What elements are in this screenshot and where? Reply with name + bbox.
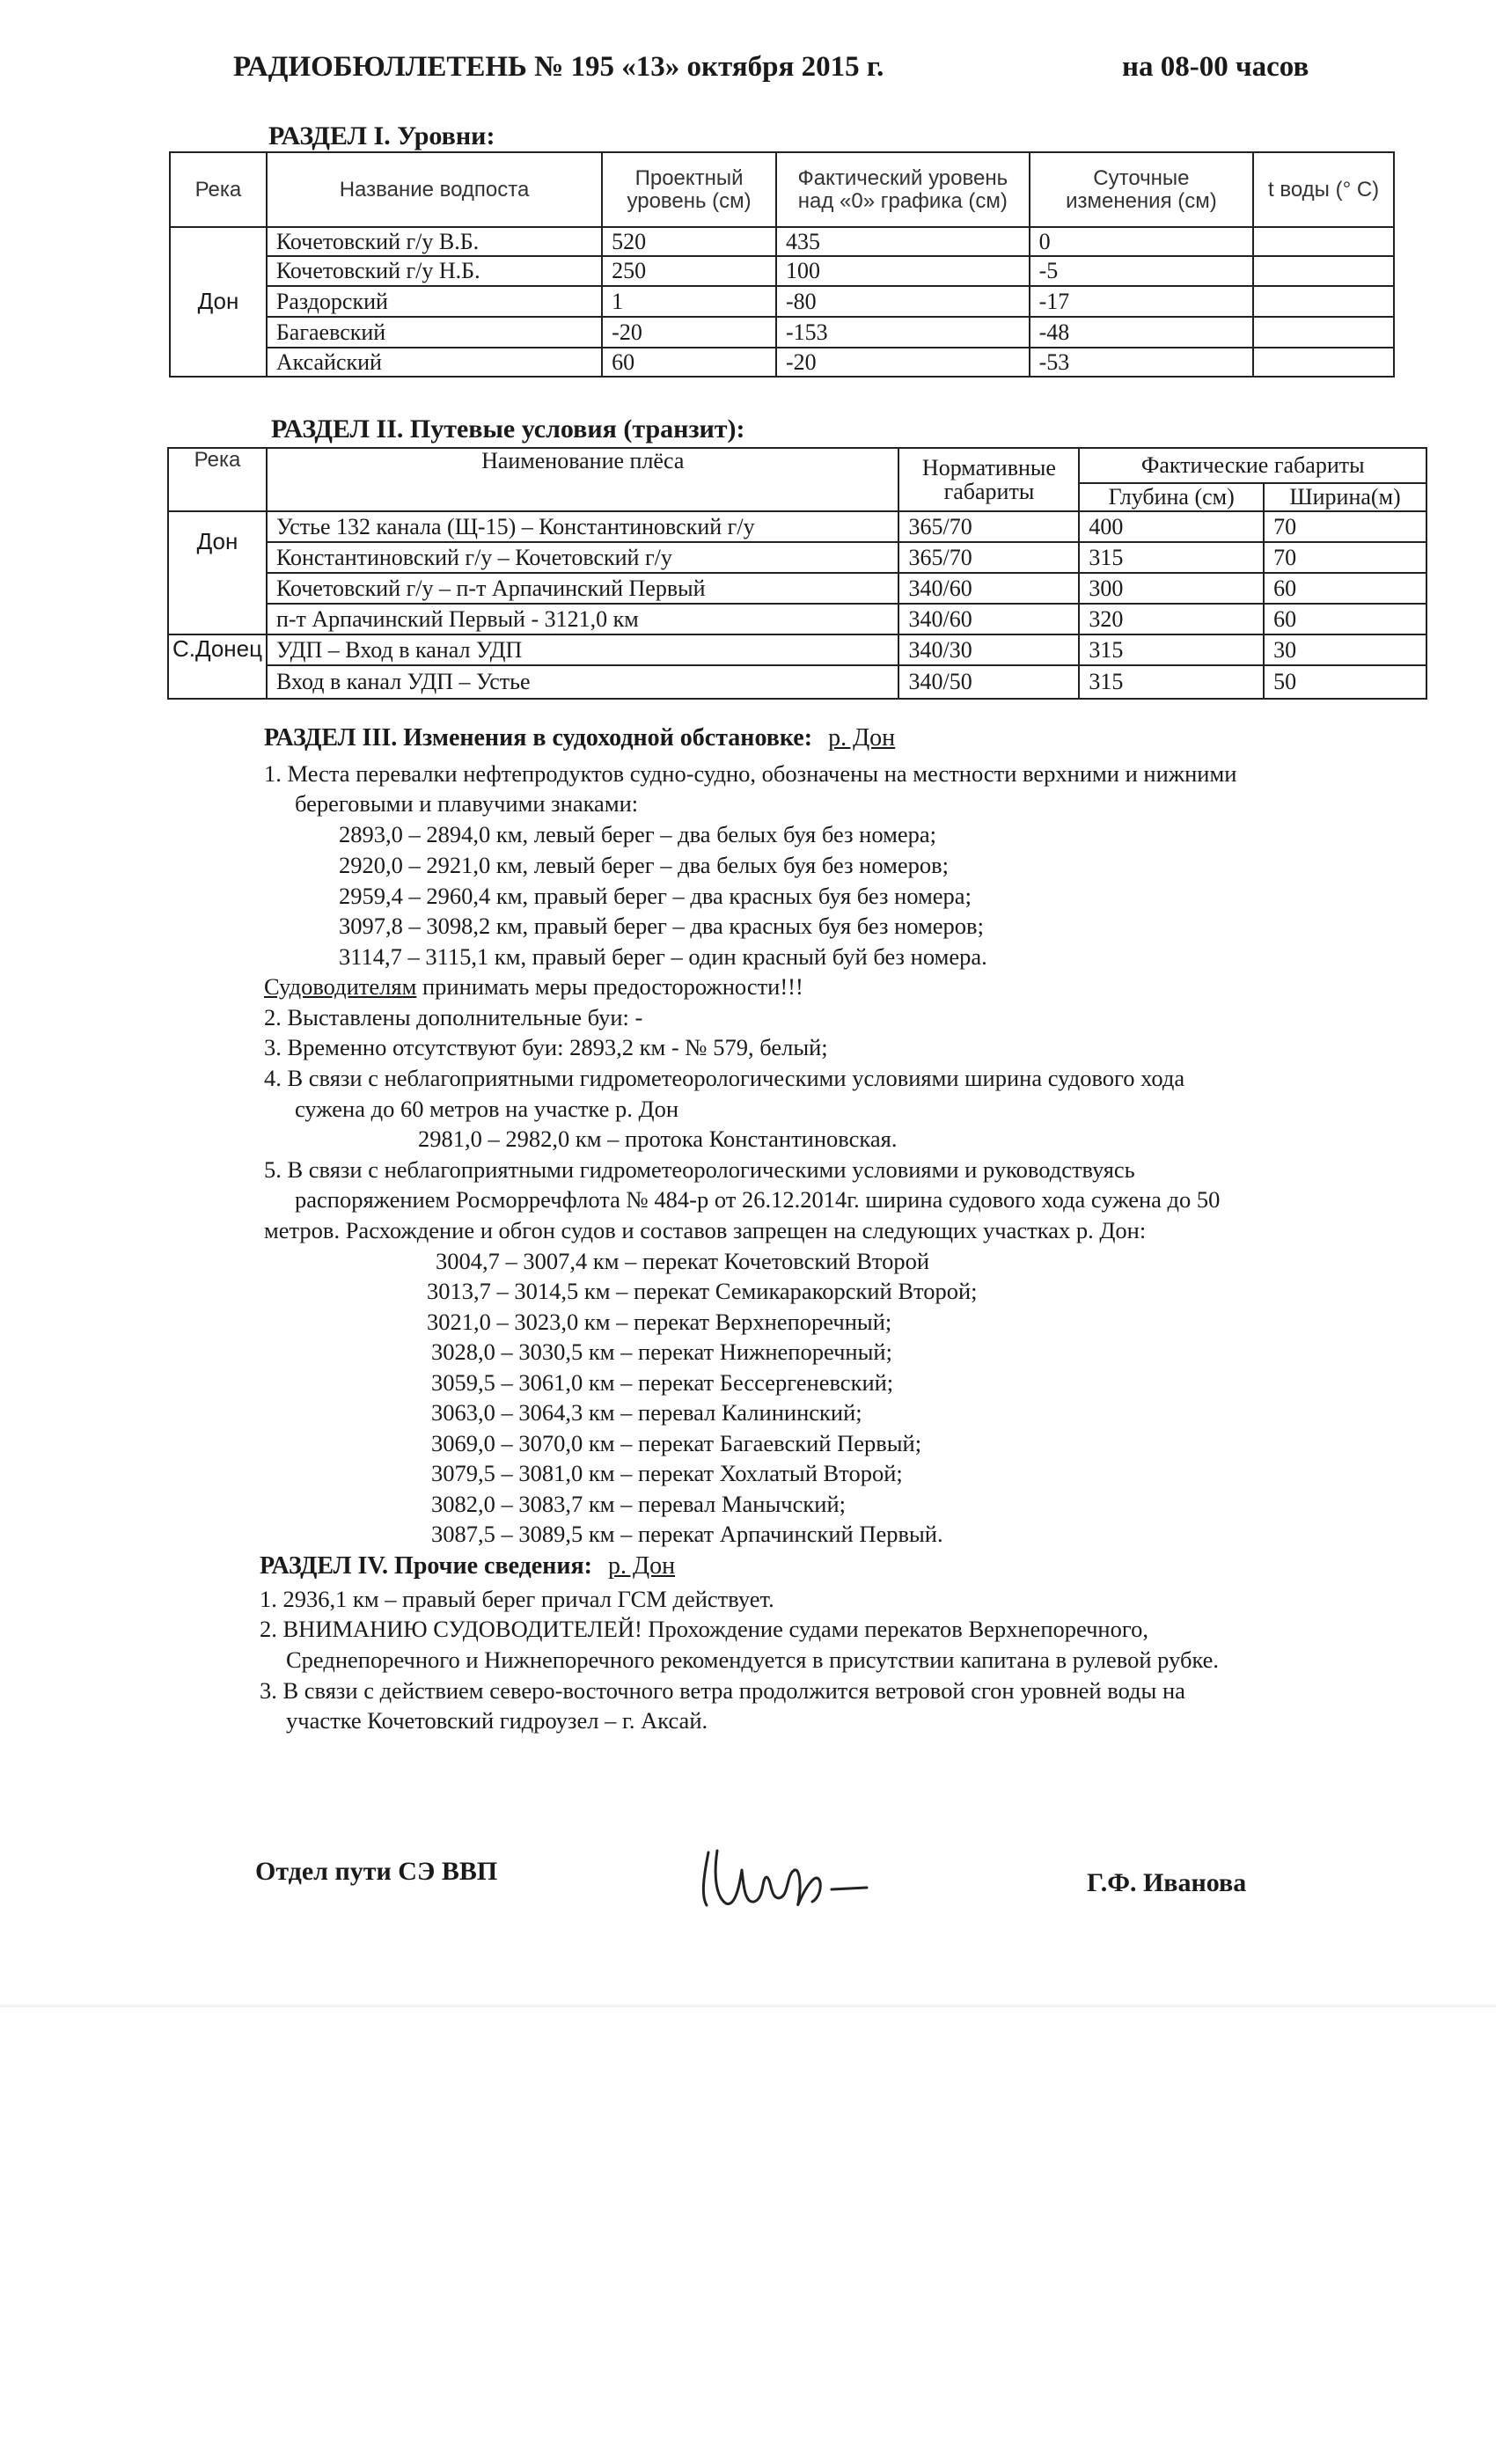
reach-name: Кочетовский г/у – п-т Арпачинский Первый (267, 573, 899, 604)
bulletin-title (233, 51, 1368, 84)
s4-item3-line2: участке Кочетовский гидроузел – г. Аксай. (286, 1707, 708, 1734)
river-name: Дон (170, 227, 267, 377)
daily-change: -5 (1030, 256, 1254, 286)
design-level: 520 (602, 227, 776, 256)
s3-warning-word: Судоводителям (264, 973, 417, 1000)
route-conditions-table (167, 447, 1427, 700)
bulletin-number-date: РАДИОБЮЛЛЕТЕНЬ № 195 «13» октября 2015 г. (233, 51, 884, 83)
post-name: Аксайский (267, 348, 602, 377)
s3-item5-place: 3082,0 – 3083,7 км – перевал Манычский; (431, 1491, 846, 1517)
s4-item1: 1. 2936,1 км – правый берег причал ГСМ действует. (260, 1586, 774, 1612)
department-name: Отдел пути СЭ ВВП (255, 1857, 498, 1886)
normative-dimensions: 340/60 (898, 573, 1079, 604)
s3-warning (264, 972, 803, 1002)
s3-item5-line2: распоряжением Росморречфлота № 484-р от 26.12.2014г. ширина судового хода сужена до 50 (295, 1186, 1221, 1213)
s3-item5-place: 3069,0 – 3070,0 км – перекат Багаевский Первый; (431, 1430, 922, 1456)
table-row (168, 573, 1426, 604)
section2-title: РАЗДЕЛ II. Путевые условия (транзит): (271, 414, 745, 444)
section3-title-text: РАЗДЕЛ III. Изменения в судоходной обстановке: (264, 724, 813, 752)
actual-depth: 320 (1079, 604, 1264, 634)
s3-item5-place: 3013,7 – 3014,5 км – перекат Семикаракорский Второй; (427, 1278, 978, 1304)
bulletin-time: на 08-00 часов (1122, 51, 1309, 83)
table-row (170, 348, 1394, 377)
levels-table (169, 151, 1395, 378)
s3-item1-place: 3097,8 – 3098,2 км, правый берег – два красных буя без номеров; (339, 913, 984, 939)
s3-item5-place: 3028,0 – 3030,5 км – перекат Нижнепоречный; (431, 1338, 892, 1365)
design-level: 1 (602, 286, 776, 317)
actual-level: 435 (776, 227, 1030, 256)
col-river: Река (170, 152, 267, 227)
s3-item1-line2: береговыми и плавучими знаками: (295, 790, 639, 817)
s3-item1-place: 2920,0 – 2921,0 км, левый берег – два белых буя без номеров; (339, 852, 950, 878)
normative-dimensions: 340/50 (898, 665, 1079, 699)
actual-width: 50 (1264, 665, 1426, 699)
table-row (168, 542, 1426, 573)
actual-depth: 400 (1079, 511, 1264, 542)
water-temp (1253, 348, 1394, 377)
design-level: 60 (602, 348, 776, 377)
s3-item4-place: 2981,0 – 2982,0 км – протока Константиновская. (418, 1126, 898, 1152)
reach-name: УДП – Вход в канал УДП (267, 634, 899, 665)
water-temp (1253, 256, 1394, 286)
actual-depth: 315 (1079, 634, 1264, 665)
route-table-header (168, 448, 1426, 483)
col-reach-name: Наименование плёса (267, 448, 899, 511)
col-normative-dimensions: Нормативные габариты (898, 448, 1079, 511)
col-design-level: Проектный уровень (см) (602, 152, 776, 227)
table-row (170, 317, 1394, 348)
s3-item5-line3: метров. Расхождение и обгон судов и составов запрещен на следующих участках р. Дон: (264, 1217, 1147, 1243)
actual-level: -153 (776, 317, 1030, 348)
normative-dimensions: 365/70 (898, 542, 1079, 573)
design-level: -20 (602, 317, 776, 348)
normative-dimensions: 340/60 (898, 604, 1079, 634)
col-width: Ширина(м) (1264, 483, 1426, 511)
table-row (170, 286, 1394, 317)
daily-change: 0 (1030, 227, 1254, 256)
section4-location: р. Дон (607, 1552, 676, 1580)
table-row (170, 227, 1394, 256)
col-actual-level: Фактический уровень над «0» графика (см) (776, 152, 1030, 227)
actual-depth: 315 (1079, 542, 1264, 573)
scan-page-edge (0, 2005, 1496, 2007)
signature-scribble (691, 1835, 902, 1914)
actual-width: 30 (1264, 634, 1426, 665)
reach-name: Вход в канал УДП – Устье (267, 665, 899, 699)
s3-item1-place: 3114,7 – 3115,1 км, правый берег – один красный буй без номера. (339, 943, 987, 970)
table-row (170, 256, 1394, 286)
table-row (168, 604, 1426, 634)
section3-location: р. Дон (828, 724, 896, 752)
col-actual-dimensions: Фактические габариты (1079, 448, 1426, 483)
section3-title (264, 724, 895, 752)
design-level: 250 (602, 256, 776, 286)
post-name: Раздорский (267, 286, 602, 317)
col-river: Река (168, 448, 267, 511)
reach-name: Устье 132 канала (Щ-15) – Константиновский г/у (267, 511, 899, 542)
table-row (168, 511, 1426, 542)
normative-dimensions: 340/30 (898, 634, 1079, 665)
actual-depth: 300 (1079, 573, 1264, 604)
table-row (168, 634, 1426, 665)
water-temp (1253, 317, 1394, 348)
col-post-name: Название водпоста (267, 152, 602, 227)
s3-item5-place: 3063,0 – 3064,3 км – перевал Калининский; (431, 1399, 862, 1426)
col-daily-change: Суточные изменения (см) (1030, 152, 1254, 227)
actual-depth: 315 (1079, 665, 1264, 699)
s3-item1-place: 2893,0 – 2894,0 км, левый берег – два белых буя без номера; (339, 821, 937, 847)
daily-change: -17 (1030, 286, 1254, 317)
actual-width: 60 (1264, 604, 1426, 634)
section1-title: РАЗДЕЛ I. Уровни: (268, 121, 495, 150)
s3-warning-rest: принимать меры предосторожности!!! (416, 973, 803, 1000)
water-temp (1253, 286, 1394, 317)
s4-item3-line1: 3. В связи с действием северо-восточного ветра продолжится ветровой сгон уровней воды на (260, 1677, 1185, 1704)
s3-item5-place: 3021,0 – 3023,0 км – перекат Верхнепоречный; (427, 1309, 892, 1335)
actual-level: -80 (776, 286, 1030, 317)
reach-name: Константиновский г/у – Кочетовский г/у (267, 542, 899, 573)
s3-item5-place: 3079,5 – 3081,0 км – перекат Хохлатый Второй; (431, 1460, 903, 1486)
col-water-temp: t воды (° С) (1253, 152, 1394, 227)
table-row (168, 665, 1426, 699)
col-depth: Глубина (см) (1079, 483, 1264, 511)
post-name: Багаевский (267, 317, 602, 348)
actual-level: -20 (776, 348, 1030, 377)
handwritten-signature (691, 1835, 902, 1914)
actual-width: 70 (1264, 511, 1426, 542)
normative-dimensions: 365/70 (898, 511, 1079, 542)
signer-name: Г.Ф. Иванова (1087, 1868, 1247, 1897)
daily-change: -48 (1030, 317, 1254, 348)
s3-item5-line1: 5. В связи с неблагоприятными гидрометеорологическими условиями и руководствуясь (264, 1156, 1135, 1183)
s3-item1-place: 2959,4 – 2960,4 км, правый берег – два красных буя без номера; (339, 883, 972, 909)
post-name: Кочетовский г/у В.Б. (267, 227, 602, 256)
reach-name: п-т Арпачинский Первый - 3121,0 км (267, 604, 899, 634)
s4-item2-line2: Среднепоречного и Нижнепоречного рекомендуется в присутствии капитана в рулевой рубке. (286, 1646, 1220, 1673)
s3-item5-place: 3059,5 – 3061,0 км – перекат Бессергеневский; (431, 1369, 894, 1396)
s3-item5-place: 3087,5 – 3089,5 км – перекат Арпачинский Первый. (431, 1521, 943, 1547)
river-name: Дон (168, 511, 267, 634)
water-temp (1253, 227, 1394, 256)
s3-item2: 2. Выставлены дополнительные буи: - (264, 1004, 643, 1030)
actual-width: 60 (1264, 573, 1426, 604)
s3-item1-line1: 1. Места перевалки нефтепродуктов судно-судно, обозначены на местности верхними и нижними (264, 760, 1237, 787)
section4-title-text: РАЗДЕЛ IV. Прочие сведения: (260, 1552, 592, 1580)
levels-table-header (170, 152, 1394, 227)
s3-item4-line1: 4. В связи с неблагоприятными гидрометеорологическими условиями ширина судового хода (264, 1065, 1185, 1091)
actual-level: 100 (776, 256, 1030, 286)
post-name: Кочетовский г/у Н.Б. (267, 256, 602, 286)
s4-item2-line1: 2. ВНИМАНИЮ СУДОВОДИТЕЛЕЙ! Прохождение судами перекатов Верхнепоречного, (260, 1616, 1148, 1642)
s3-item4-line2: сужена до 60 метров на участке р. Дон (295, 1096, 679, 1122)
actual-width: 70 (1264, 542, 1426, 573)
river-name: С.Донец (168, 634, 267, 699)
daily-change: -53 (1030, 348, 1254, 377)
s3-item5-place: 3004,7 – 3007,4 км – перекат Кочетовский Второй (436, 1248, 930, 1274)
s3-item3: 3. Временно отсутствуют буи: 2893,2 км - № 579, белый; (264, 1034, 828, 1060)
section4-title (260, 1552, 675, 1580)
